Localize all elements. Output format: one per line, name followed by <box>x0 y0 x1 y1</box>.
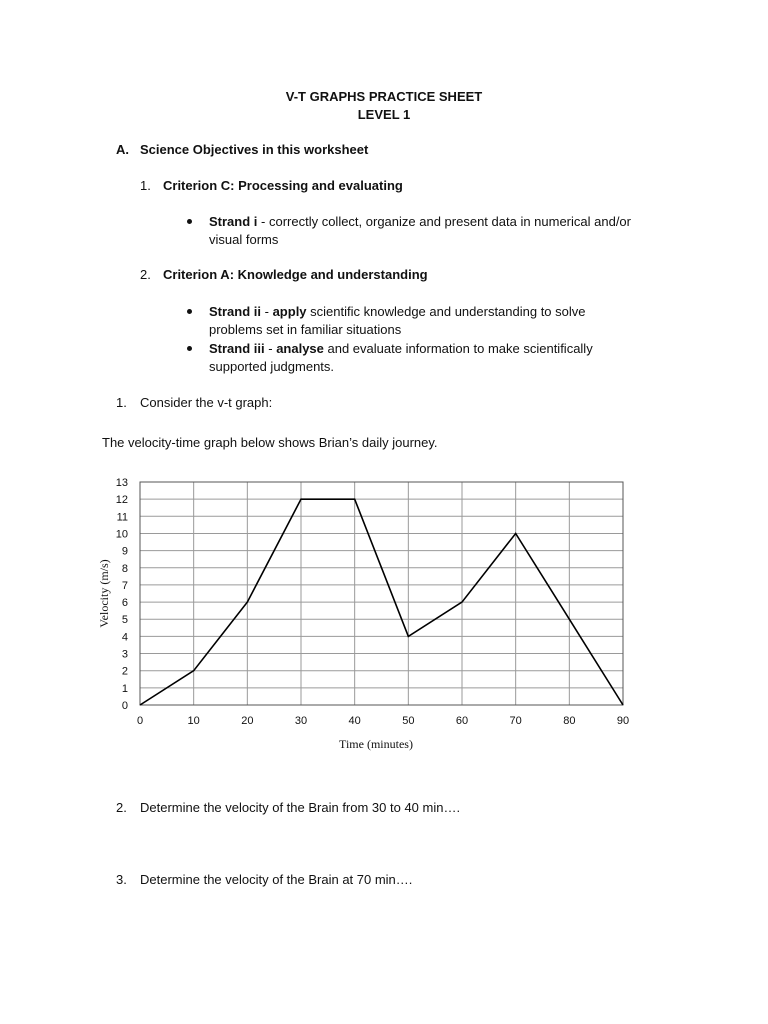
y-axis-title: Velocity (m/s) <box>97 559 111 628</box>
sheet-title: V-T GRAPHS PRACTICE SHEET <box>285 89 483 104</box>
criterion-2-label: Criterion A: Knowledge and understanding <box>163 267 428 282</box>
x-tick-label: 80 <box>563 715 576 727</box>
y-tick-label: 13 <box>115 477 128 489</box>
question-1-number: 1. <box>116 395 127 410</box>
y-tick-label: 9 <box>121 545 128 558</box>
question-3-text: Determine the velocity of the Brain at 70 min…. <box>140 872 413 887</box>
y-tick-label: 7 <box>121 579 128 592</box>
strand-iii-keyword: analyse <box>276 341 324 356</box>
x-tick-label: 90 <box>616 715 630 727</box>
x-tick-label: 10 <box>187 715 200 727</box>
y-tick-label: 2 <box>121 665 128 678</box>
strand-iii-text: and evaluate information to make scientifically <box>323 341 593 356</box>
strand-ii-line2: problems set in familiar situations <box>209 322 402 337</box>
y-tick-label: 0 <box>121 700 128 712</box>
question-1-text: Consider the v-t graph: <box>140 395 273 410</box>
question-3-number: 3. <box>116 872 127 887</box>
criterion-1-number: 1. <box>140 178 151 193</box>
y-tick-label: 8 <box>121 562 128 575</box>
y-tick-label: 10 <box>115 528 128 541</box>
sheet-level: LEVEL 1 <box>357 107 411 122</box>
strand-ii-name: Strand ii <box>209 304 262 319</box>
y-tick-label: 12 <box>115 494 128 507</box>
strand-i-line2: visual forms <box>209 232 279 247</box>
strand-separator: - <box>257 214 269 229</box>
x-tick-label: 50 <box>402 715 415 727</box>
plot-frame <box>140 482 623 705</box>
y-tick-label: 5 <box>121 614 128 627</box>
x-tick-label: 0 <box>136 715 144 727</box>
criterion-1-label: Criterion C: Processing and evaluating <box>163 178 403 193</box>
strand-ii-keyword: apply <box>272 304 307 319</box>
strand-i-text: correctly collect, organize and present data in numerical and/or <box>268 214 631 229</box>
x-tick-label: 20 <box>241 715 254 727</box>
y-tick-label: 4 <box>121 631 128 644</box>
strand-iii-name: Strand iii <box>209 341 265 356</box>
section-a-marker: A. <box>116 142 129 157</box>
graph-caption: The velocity-time graph below shows Brian’s daily journey. <box>102 435 438 450</box>
strand-iii-line2: supported judgments. <box>209 359 335 374</box>
strand-i-name: Strand i <box>209 214 258 229</box>
x-tick-label: 70 <box>509 715 522 727</box>
strand-separator: - <box>264 341 277 356</box>
x-tick-label: 60 <box>455 715 469 727</box>
x-tick-label: 40 <box>348 715 361 727</box>
section-a-heading: Science Objectives in this worksheet <box>140 142 369 157</box>
strand-separator: - <box>261 304 273 319</box>
y-tick-label: 11 <box>116 511 128 524</box>
y-tick-label: 6 <box>121 597 128 610</box>
criterion-2-number: 2. <box>140 267 151 282</box>
strand-ii-text: scientific knowledge and understanding to solve <box>306 304 586 319</box>
x-axis-title: Time (minutes) <box>339 737 413 751</box>
question-2-number: 2. <box>116 800 127 815</box>
question-2-text: Determine the velocity of the Brain from 30 to 40 min…. <box>140 800 461 815</box>
x-tick-label: 30 <box>294 715 308 727</box>
y-tick-label: 1 <box>121 682 128 695</box>
y-tick-label: 3 <box>121 648 128 661</box>
